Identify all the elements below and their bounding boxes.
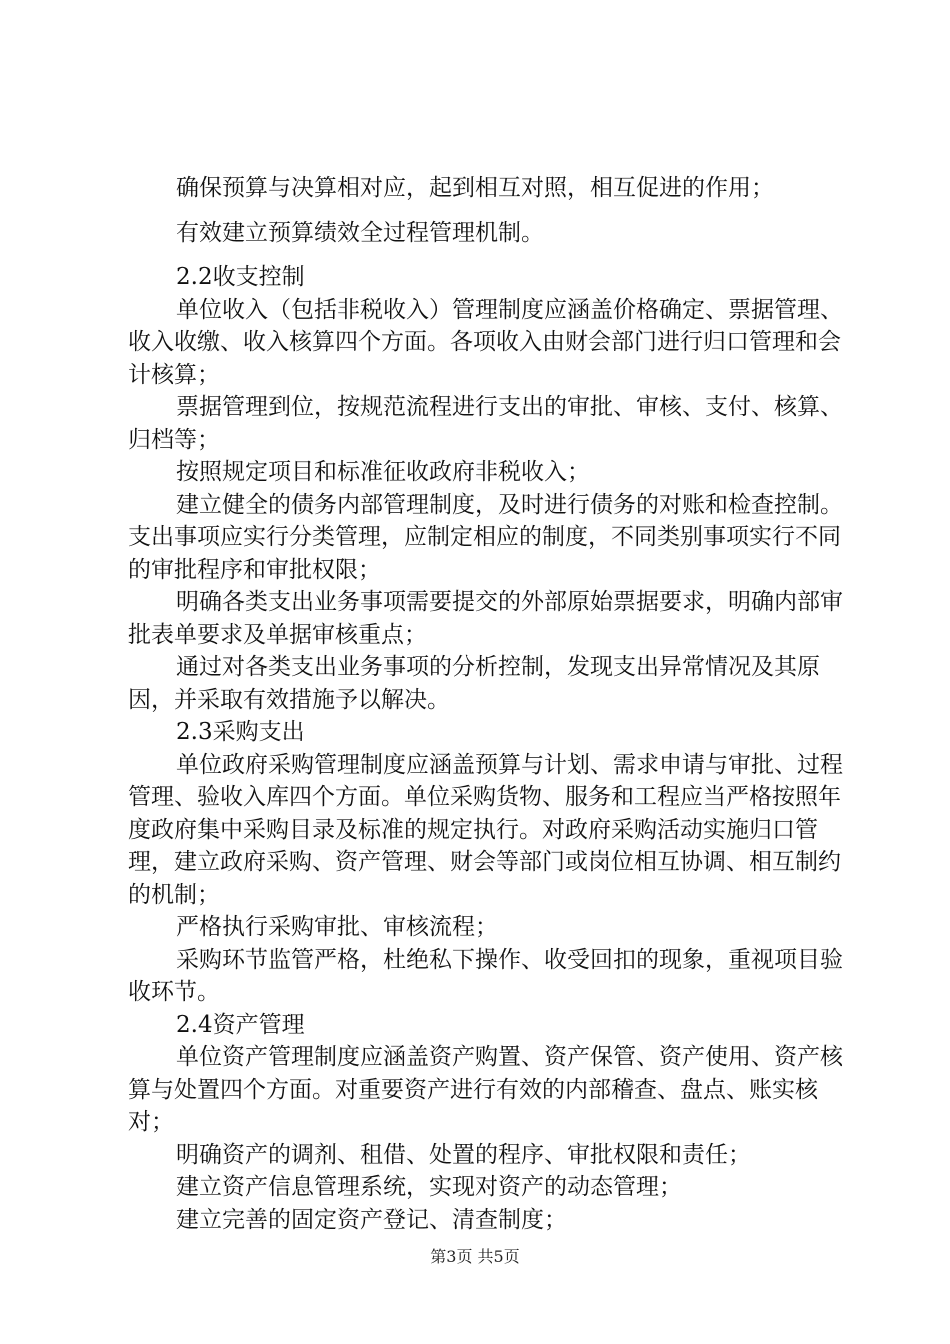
section-heading: 2.2收支控制 bbox=[176, 264, 305, 290]
paragraph: 有效建立预算绩效全过程管理机制。 bbox=[176, 219, 544, 246]
section-heading: 2.3采购支出 bbox=[176, 719, 305, 745]
paragraph: 票据管理到位，按规范流程进行支出的审批、审核、支付、核算、归档等； bbox=[128, 394, 843, 453]
paragraph: 严格执行采购审批、审核流程； bbox=[176, 914, 498, 940]
paragraph: 采购环节监管严格，杜绝私下操作、收受回扣的现象，重视项目验收环节。 bbox=[128, 946, 843, 1005]
section-heading: 2.4资产管理 bbox=[176, 1011, 305, 1038]
paragraph: 单位收入（包括非税收入）管理制度应涵盖价格确定、票据管理、收入收缴、收入核算四个方面。各项收入由财会部门进行归口管理和会计核算； bbox=[128, 296, 843, 388]
paragraph: 建立完善的固定资产登记、清查制度； bbox=[176, 1206, 567, 1233]
document-body bbox=[128, 172, 848, 1236]
paragraph: 通过对各类支出业务事项的分析控制，发现支出异常情况及其原因，并采取有效措施予以解决。 bbox=[128, 654, 820, 713]
page-number-footer: 第3页 共5页 bbox=[430, 1247, 520, 1266]
paragraph: 建立健全的债务内部管理制度，及时进行债务的对账和检查控制。支出事项应实行分类管理，应制定相应的制度，不同类别事项实行不同的审批程序和审批权限； bbox=[128, 491, 843, 583]
paragraph: 单位政府采购管理制度应涵盖预算与计划、需求申请与审批、过程管理、验收入库四个方面。单位采购货物、服务和工程应当严格按照年度政府集中采购目录及标准的规定执行。对政府采购活动实施归口管理，建立政府采购、资产管理、财会等部门或岗位相互协调、相互制约的机制； bbox=[128, 751, 843, 908]
paragraph: 建立资产信息管理系统，实现对资产的动态管理； bbox=[176, 1174, 682, 1200]
paragraph: 确保预算与决算相对应，起到相互对照，相互促进的作用； bbox=[176, 175, 774, 201]
paragraph: 按照规定项目和标准征收政府非税收入； bbox=[176, 459, 590, 485]
paragraph: 明确各类支出业务事项需要提交的外部原始票据要求，明确内部审批表单要求及单据审核重点； bbox=[128, 589, 843, 648]
paragraph: 明确资产的调剂、租借、处置的程序、审批权限和责任； bbox=[176, 1141, 751, 1168]
paragraph: 单位资产管理制度应涵盖资产购置、资产保管、资产使用、资产核算与处置四个方面。对重要资产进行有效的内部稽查、盘点、账实核对； bbox=[128, 1044, 843, 1135]
